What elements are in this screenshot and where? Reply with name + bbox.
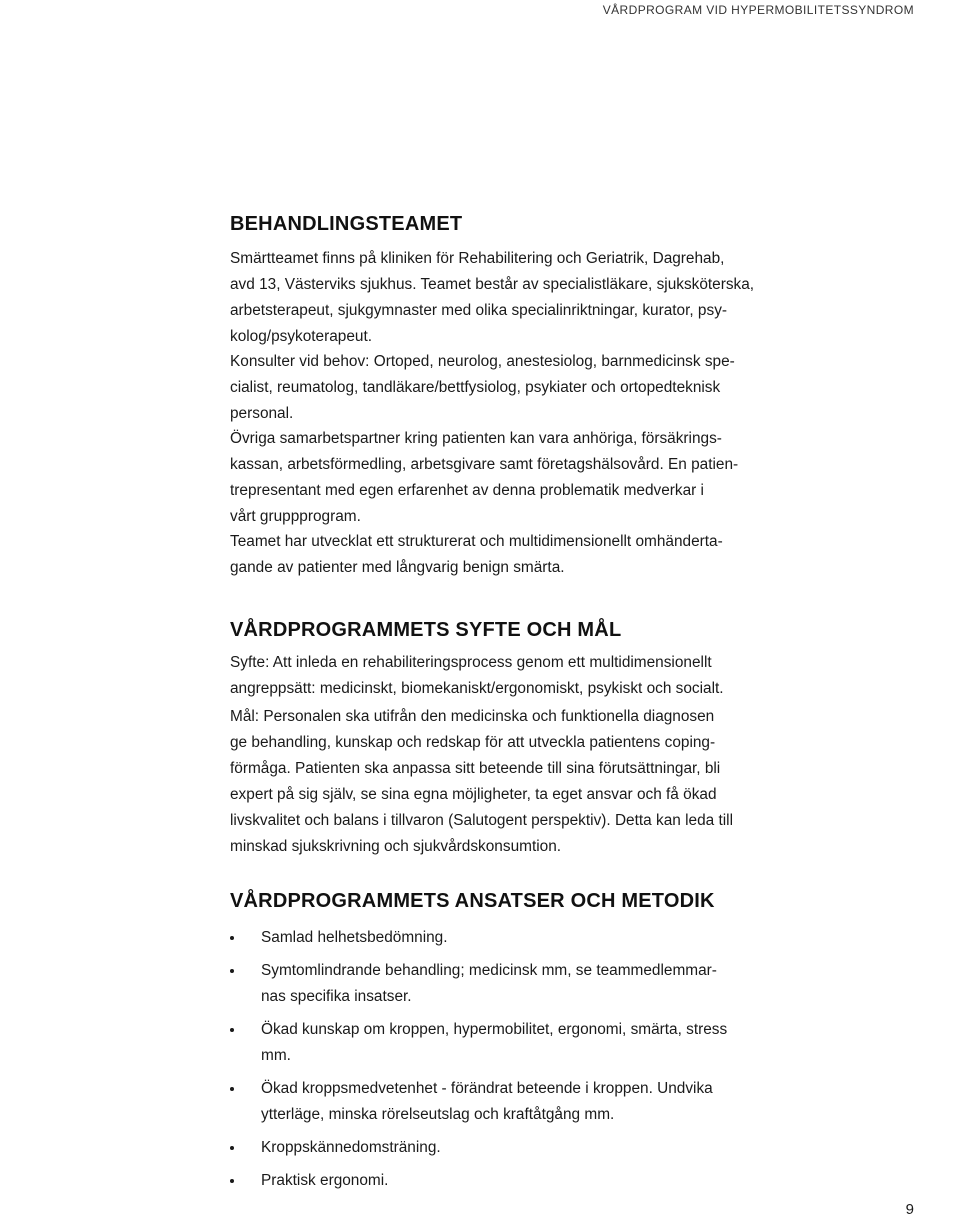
paragraph-mal	[230, 704, 785, 860]
list-item	[230, 1135, 790, 1161]
list-item	[230, 1168, 790, 1194]
text-line: trepresentant med egen erfarenhet av denna problematik medverkar i	[230, 482, 704, 499]
text-line: arbetsterapeut, sjukgymnaster med olika specialinriktningar, kurator, psy-	[230, 302, 728, 319]
text-line: förmåga. Patienten ska anpassa sitt beteende till sina förutsättningar, bli	[230, 760, 721, 777]
text-line: vårt gruppprogram.	[230, 508, 361, 525]
text-line: gande av patienter med långvarig benign smärta.	[230, 559, 565, 576]
text-line: Konsulter vid behov: Ortoped, neurolog, anestesiolog, barnmedicinsk spe-	[230, 353, 735, 370]
page-number: 9	[905, 1201, 914, 1218]
running-header: VÅRDPROGRAM VID HYPERMOBILITETSSYNDROM	[602, 3, 914, 17]
text-line: mm.	[261, 1047, 291, 1064]
text-line: ge behandling, kunskap och redskap för att utveckla patientens coping-	[230, 734, 716, 751]
heading-behandlingsteamet: BEHANDLINGSTEAMET	[230, 213, 463, 235]
text-line: Syfte: Att inleda en rehabiliteringsprocess genom ett multidimensionellt	[230, 654, 712, 671]
text-line: Ökad kroppsmedvetenhet - förändrat beteende i kroppen. Undvika	[261, 1080, 713, 1097]
text-line: Kroppskännedomsträning.	[261, 1139, 441, 1156]
text-line: Smärtteamet finns på kliniken för Rehabilitering och Geriatrik, Dagrehab,	[230, 250, 725, 267]
text-line: Ökad kunskap om kroppen, hypermobilitet, ergonomi, smärta, stress	[261, 1021, 728, 1038]
text-line: Teamet har utvecklat ett strukturerat och multidimensionellt omhänderta-	[230, 533, 723, 550]
paragraph-structured-care	[230, 529, 785, 581]
heading-syfte-och-mal: VÅRDPROGRAMMETS SYFTE OCH MÅL	[230, 619, 622, 641]
heading-ansatser-och-metodik: VÅRDPROGRAMMETS ANSATSER OCH METODIK	[230, 890, 715, 912]
paragraph-team-description	[230, 246, 785, 350]
text-line: kassan, arbetsförmedling, arbetsgivare samt företagshälsovård. En patien-	[230, 456, 739, 473]
text-line: cialist, reumatolog, tandläkare/bettfysiolog, psykiater och ortopedteknisk	[230, 379, 721, 396]
list-item	[230, 925, 790, 951]
text-line: kolog/psykoterapeut.	[230, 328, 373, 345]
text-line: avd 13, Västerviks sjukhus. Teamet består av specialistläkare, sjuksköterska,	[230, 276, 755, 293]
list-item	[230, 1076, 790, 1128]
text-line: personal.	[230, 405, 294, 422]
text-line: Symtomlindrande behandling; medicinsk mm, se teammedlemmar-	[261, 962, 717, 979]
text-line: minskad sjukskrivning och sjukvårdskonsumtion.	[230, 838, 562, 855]
paragraph-partners	[230, 426, 785, 530]
text-line: livskvalitet och balans i tillvaron (Salutogent perspektiv). Detta kan leda till	[230, 812, 734, 829]
text-line: angreppsätt: medicinskt, biomekaniskt/ergonomiskt, psykiskt och socialt.	[230, 680, 724, 697]
paragraph-consultants	[230, 349, 785, 427]
text-line: Övriga samarbetspartner kring patienten kan vara anhöriga, försäkrings-	[230, 430, 722, 447]
list-item	[230, 958, 790, 1010]
list-item	[230, 1017, 790, 1069]
method-bullet-list	[230, 925, 790, 1201]
text-line: expert på sig själv, se sina egna möjligheter, ta eget ansvar och få ökad	[230, 786, 717, 803]
text-line: ytterläge, minska rörelseutslag och kraftåtgång mm.	[261, 1106, 615, 1123]
text-line: Praktisk ergonomi.	[261, 1172, 389, 1189]
text-line: nas specifika insatser.	[261, 988, 412, 1005]
paragraph-syfte	[230, 650, 785, 702]
text-line: Samlad helhetsbedömning.	[261, 929, 448, 946]
text-line: Mål: Personalen ska utifrån den medicinska och funktionella diagnosen	[230, 708, 715, 725]
